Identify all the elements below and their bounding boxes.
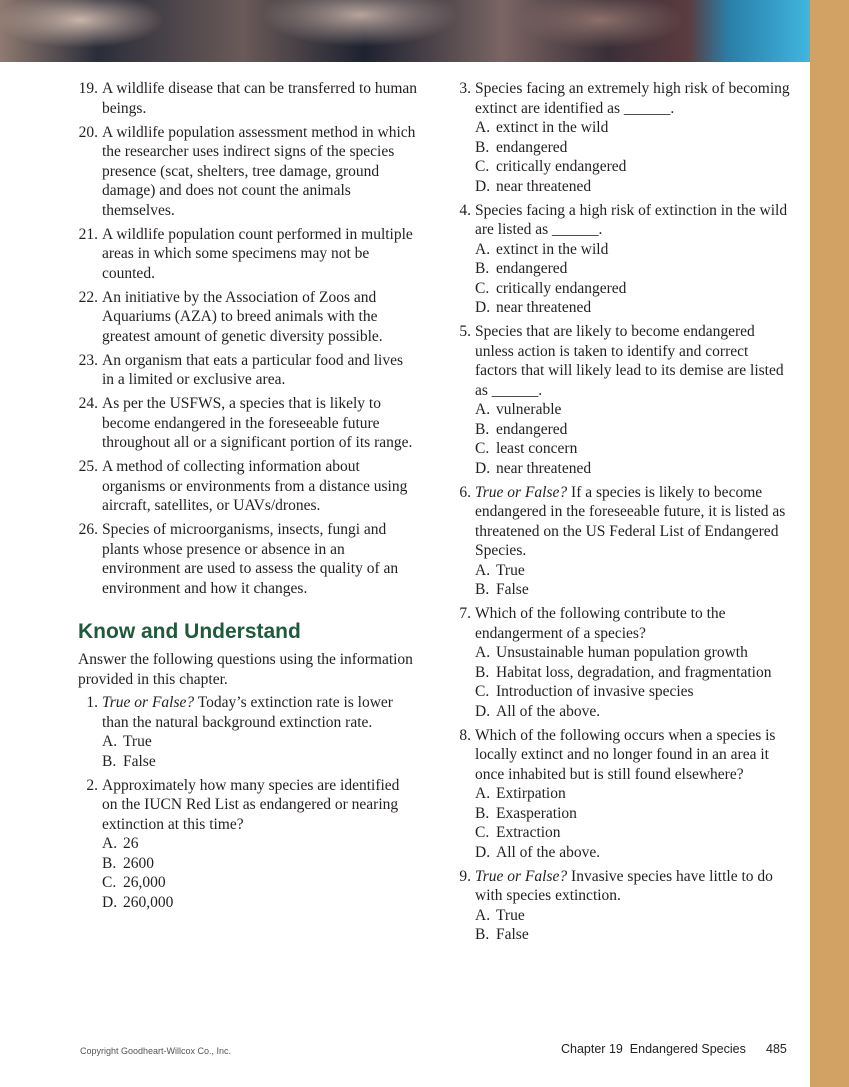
option-text: endangered	[496, 138, 568, 156]
option-text: Exasperation	[496, 804, 577, 822]
option-text: near threatened	[496, 299, 592, 316]
question-item	[78, 776, 418, 913]
option-text: True	[496, 561, 525, 579]
definition-text: An initiative by the Association of Zoos and Aquariums (AZA) to breed animals with the greatest amount of genetic diversity possible.	[102, 288, 383, 345]
option-letter: B.	[475, 804, 490, 822]
question-number: 6.	[459, 483, 471, 501]
definition-text: An organism that eats a particular food and lives in a limited or exclusive area.	[102, 351, 404, 388]
option-letter: C.	[475, 158, 490, 175]
item-number: 26.	[78, 521, 98, 538]
question-number: 4.	[459, 201, 471, 219]
answer-option	[102, 873, 418, 893]
option-letter: B.	[475, 581, 490, 598]
answer-option	[102, 854, 418, 874]
question-stem	[102, 776, 418, 835]
option-text: endangered	[496, 260, 568, 277]
option-text: near threatened	[496, 459, 592, 477]
question-text: Species that are likely to become endangered unless action is taken to identify and correct factors that will likely lead to its demise are listed as ______.	[475, 323, 784, 399]
question-text: Which of the following occurs when a species is locally extinct and no longer found in an area it once inhabited but is still found elsewhere?	[475, 726, 776, 783]
option-text: near threatened	[496, 177, 592, 195]
option-text: least concern	[496, 440, 578, 457]
option-letter: B.	[475, 260, 490, 277]
definition-item	[78, 351, 418, 390]
question-number: 1.	[86, 694, 98, 711]
question-item	[451, 483, 791, 600]
option-letter: A.	[475, 785, 491, 802]
option-text: True	[123, 733, 152, 750]
definition-text: As per the USFWS, a species that is likely to become endangered in the foreseeable future throughout all or a significant portion of its range.	[102, 395, 413, 451]
answer-option	[475, 177, 791, 197]
option-text: Unsustainable human population growth	[496, 644, 748, 661]
option-letter: D.	[475, 843, 491, 861]
answer-option	[475, 682, 791, 702]
answer-option	[475, 561, 791, 581]
definition-text: Species of microorganisms, insects, fungi and plants whose presence or absence in an environment are used to assess the quality of an environment and how it changes.	[102, 521, 399, 597]
option-letter: A.	[102, 835, 118, 852]
option-letter: B.	[102, 752, 117, 770]
questions-list-left	[78, 693, 418, 912]
answer-option	[102, 752, 418, 772]
question-stem	[475, 867, 791, 906]
definition-item	[78, 520, 418, 598]
option-text: extinct in the wild	[496, 240, 609, 258]
option-text: 260,000	[123, 893, 174, 911]
question-item	[451, 726, 791, 863]
right-column	[451, 79, 791, 949]
definition-item	[78, 288, 418, 347]
answer-option	[475, 580, 791, 600]
questions-list-right	[451, 79, 791, 945]
option-text: All of the above.	[496, 702, 601, 720]
question-item	[451, 867, 791, 945]
answer-option	[102, 893, 418, 913]
question-text: Species facing an extremely high risk of becoming extinct are identified as ______.	[475, 80, 790, 117]
answer-option	[475, 138, 791, 158]
answer-option	[475, 804, 791, 824]
answer-option	[102, 732, 418, 752]
option-letter: B.	[475, 926, 490, 943]
question-stem	[102, 693, 418, 732]
question-number: 7.	[459, 605, 471, 622]
answer-option	[102, 834, 418, 854]
option-letter: A.	[475, 240, 491, 258]
definitions-list	[78, 79, 418, 598]
item-number: 21.	[78, 225, 98, 243]
true-false-label: True or False?	[102, 694, 195, 711]
option-letter: B.	[475, 420, 490, 438]
question-text: Invasive species have little to do with species extinction.	[475, 867, 773, 904]
answer-option	[475, 240, 791, 260]
option-letter: C.	[475, 824, 490, 841]
item-number: 19.	[78, 80, 98, 97]
question-number: 5.	[459, 323, 471, 340]
question-stem	[475, 79, 791, 118]
definition-text: A wildlife disease that can be transferred to human beings.	[102, 80, 418, 117]
question-stem	[475, 604, 791, 643]
answer-option	[475, 784, 791, 804]
question-item	[78, 693, 418, 771]
question-item	[451, 604, 791, 721]
definition-text: A wildlife population count performed in multiple areas in which some specimens may not be counted.	[102, 225, 413, 282]
chapter-title: Chapter 19 Endangered Species	[561, 1042, 746, 1056]
question-stem	[475, 483, 791, 561]
option-text: Extirpation	[496, 785, 566, 802]
item-number: 25.	[78, 458, 98, 475]
answer-option	[475, 925, 791, 945]
option-text: False	[496, 926, 529, 943]
option-text: endangered	[496, 420, 568, 438]
answer-option	[475, 663, 791, 683]
option-letter: A.	[475, 561, 491, 579]
definition-text: A wildlife population assessment method in which the researcher uses indirect signs of the species presence (scat, shelters, tree damage, ground damage) and does not count the animals themselves.	[102, 123, 416, 219]
option-letter: B.	[475, 663, 490, 681]
answer-option	[475, 439, 791, 459]
question-number: 8.	[459, 726, 471, 744]
item-number: 23.	[78, 351, 98, 369]
question-text: Today’s extinction rate is lower than the natural background extinction rate.	[102, 694, 393, 731]
question-text: Species facing a high risk of extinction in the wild are listed as ______.	[475, 201, 788, 238]
question-stem	[475, 322, 791, 400]
option-letter: D.	[475, 177, 491, 195]
question-number: 9.	[459, 867, 471, 885]
definition-item	[78, 123, 418, 221]
answer-option	[475, 459, 791, 479]
option-text: Habitat loss, degradation, and fragmentation	[496, 663, 772, 681]
option-letter: A.	[475, 119, 491, 136]
question-number: 2.	[86, 776, 98, 794]
option-letter: A.	[475, 401, 491, 418]
answer-option	[475, 906, 791, 926]
definition-item	[78, 79, 418, 118]
answer-option	[475, 643, 791, 663]
item-number: 22.	[78, 288, 98, 306]
header-photo-banner	[0, 0, 810, 62]
option-letter: D.	[475, 299, 491, 316]
option-letter: A.	[102, 733, 118, 750]
definition-item	[78, 394, 418, 453]
option-text: Extraction	[496, 824, 561, 841]
definition-item	[78, 457, 418, 516]
question-stem	[475, 726, 791, 785]
answer-option	[475, 843, 791, 863]
option-text: Introduction of invasive species	[496, 683, 694, 700]
option-letter: C.	[475, 279, 490, 297]
option-letter: D.	[475, 459, 491, 477]
option-text: vulnerable	[496, 401, 562, 418]
answer-option	[475, 279, 791, 299]
question-item	[451, 201, 791, 318]
answer-option	[475, 259, 791, 279]
option-letter: D.	[475, 702, 491, 720]
copyright-notice: Copyright Goodheart-Willcox Co., Inc.	[80, 1046, 232, 1056]
definition-item	[78, 225, 418, 284]
option-letter: C.	[102, 874, 117, 891]
question-item	[451, 322, 791, 478]
true-false-label: True or False?	[475, 867, 568, 885]
item-number: 24.	[78, 395, 98, 412]
section-intro: Answer the following questions using the information provided in this chapter.	[78, 651, 413, 688]
option-letter: C.	[475, 683, 490, 700]
option-text: critically endangered	[496, 158, 627, 175]
page-number: 485	[766, 1042, 787, 1056]
item-number: 20.	[78, 123, 98, 141]
answer-option	[475, 157, 791, 177]
option-text: 26,000	[123, 874, 166, 891]
option-letter: A.	[475, 644, 491, 661]
answer-option	[475, 823, 791, 843]
definition-text: A method of collecting information about organisms or environments from a distance using aircraft, satellites, or UAVs/drones.	[102, 458, 408, 514]
answer-option	[475, 420, 791, 440]
question-number: 3.	[459, 80, 471, 97]
left-column	[78, 79, 418, 917]
answer-option	[475, 400, 791, 420]
question-text: Approximately how many species are identified on the IUCN Red List as endangered or nearing extinction at this time?	[102, 776, 400, 833]
option-text: False	[123, 752, 156, 770]
option-letter: D.	[102, 893, 118, 911]
question-stem	[475, 201, 791, 240]
option-letter: B.	[102, 854, 117, 872]
answer-option	[475, 702, 791, 722]
answer-option	[475, 298, 791, 318]
section-heading: Know and Understand	[78, 620, 301, 643]
option-text: extinct in the wild	[496, 119, 609, 136]
option-text: All of the above.	[496, 843, 601, 861]
true-false-label: True or False?	[475, 483, 568, 501]
option-letter: A.	[475, 906, 491, 924]
page-edge-tab	[810, 0, 849, 1087]
option-text: False	[496, 581, 529, 598]
option-text: 26	[123, 835, 139, 852]
option-text: True	[496, 906, 525, 924]
question-item	[451, 79, 791, 196]
question-text: Which of the following contribute to the endangerment of a species?	[475, 605, 726, 642]
option-text: critically endangered	[496, 279, 627, 297]
option-text: 2600	[123, 854, 154, 872]
option-letter: C.	[475, 440, 490, 457]
answer-option	[475, 118, 791, 138]
option-letter: B.	[475, 138, 490, 156]
question-text: If a species is likely to become endangered in the foreseeable future, it is listed as threatened on the US Federal List of Endangered Species.	[475, 483, 786, 559]
